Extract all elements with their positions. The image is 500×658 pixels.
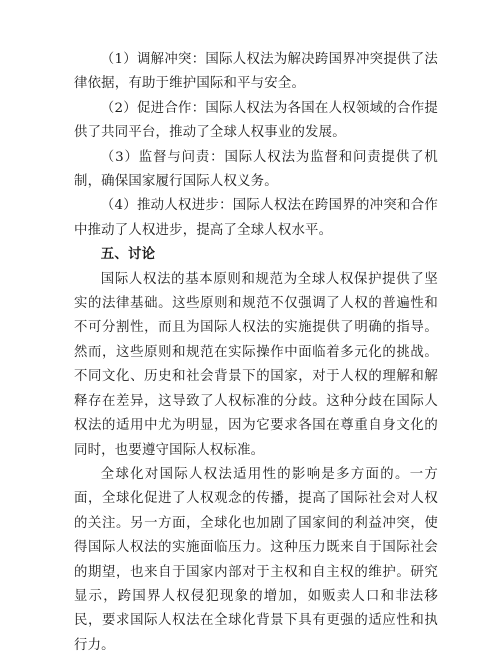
document-page <box>74 48 438 658</box>
discussion-paragraph-principles: 国际人权法的基本原则和规范为全球人权保护提供了坚实的法律基础。这些原则和规范不仅强调了人权的普遍性和不可分割性，而且为国际人权法的实施提供了明确的指导。然而，这些原则和规范在实际操作中面临着多元化的挑战。不同文化、历史和社会背景下的国家，对于人权的理解和解释存在差异，这导致了人权标准的分歧。这种分歧在国际人权法的适用中尤为明显，因为它要求各国在尊重自身文化的同时，也要遵守国际人权标准。 <box>74 271 438 458</box>
list-item-conflict-mediation: （1）调解冲突：国际人权法为解决跨国界冲突提供了法律依据，有助于维护国际和平与安全。 <box>74 52 438 92</box>
list-item-oversight-accountability: （3）监督与问责：国际人权法为监督和问责提供了机制，确保国家履行国际人权义务。 <box>74 149 438 190</box>
discussion-paragraph-globalization: 全球化对国际人权法适用性的影响是多方面的。一方面，全球化促进了人权观念的传播，提高了国际社会对人权的关注。另一方面，全球化也加剧了国家间的利益冲突，使得国际人权法的实施面临压力。这种压力既来自于国际社会的期望，也来自于国家内部对于主权和自主权的维护。研究显示，跨国界人权侵犯现象的增加，如贩卖人口和非法移民，要求国际人权法在全球化背景下具有更强的适应性和执行力。 <box>74 466 438 653</box>
list-item-promote-cooperation: （2）促进合作：国际人权法为各国在人权领域的合作提供了共同平台，推动了全球人权事业的发展。 <box>74 100 438 141</box>
section-heading-discussion: 五、讨论 <box>100 247 156 263</box>
list-item-human-rights-progress: （4）推动人权进步：国际人权法在跨国界的冲突和合作中推动了人权进步，提高了全球人权水平。 <box>74 198 438 238</box>
